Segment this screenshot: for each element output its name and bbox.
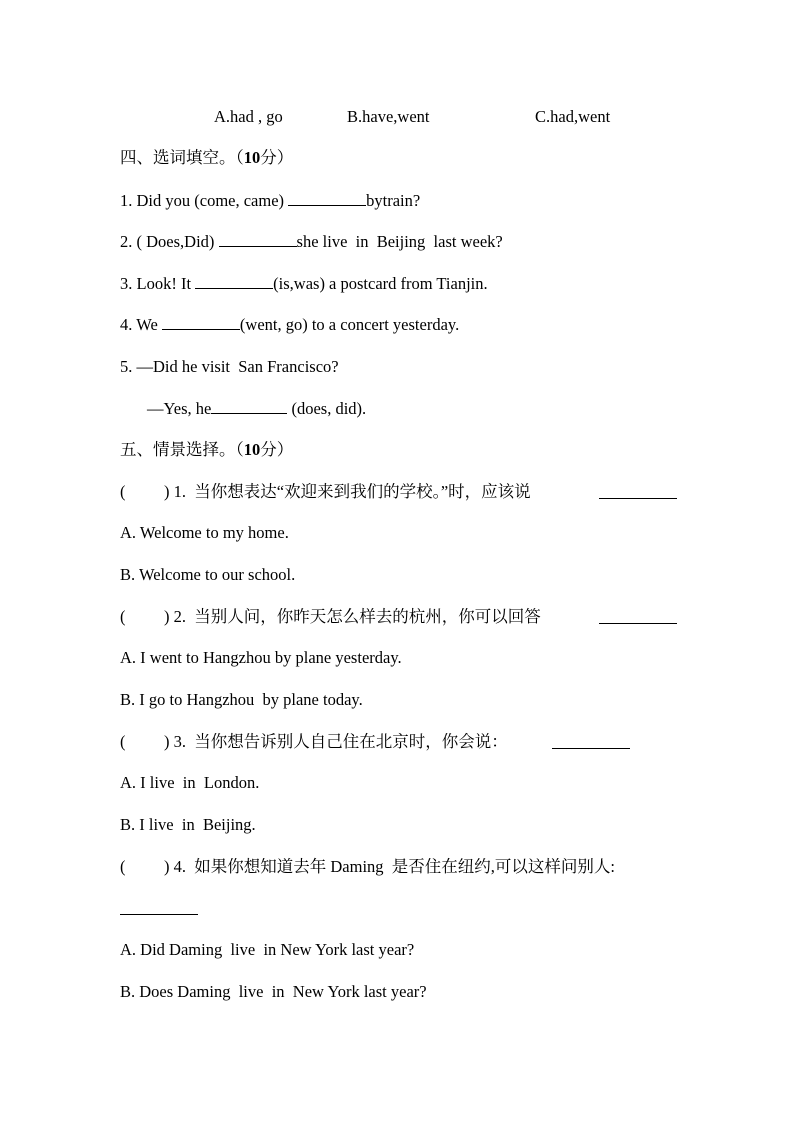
option-a: A. Welcome to my home.: [120, 523, 289, 542]
answer-blank[interactable]: [552, 734, 630, 749]
answer-blank[interactable]: [599, 609, 677, 624]
answer-blank[interactable]: [599, 484, 677, 499]
option-b: B.have,went: [347, 107, 430, 126]
answer-blank[interactable]: [288, 191, 366, 206]
answer-blank[interactable]: [120, 900, 198, 915]
section4-heading: 四、选词填空。（10分）: [120, 148, 294, 167]
fill-item-1: 1. Did you (come, came) bytrain?: [120, 191, 421, 210]
situation-question-2: ( ) 2. 当别人问，你昨天怎么样去的杭州，你可以回答: [120, 607, 680, 627]
fill-item-3: 3. Look! It (is,was) a postcard from Tianjin.: [120, 274, 488, 293]
option-b: B. I live in Beijing.: [120, 815, 256, 834]
answer-blank[interactable]: [162, 315, 240, 330]
fill-item-2: 2. ( Does,Did) she live in Beijing last week?: [120, 232, 503, 251]
option-c: C.had,went: [535, 107, 611, 126]
option-b: B. Welcome to our school.: [120, 565, 296, 584]
option-a: A. I live in London.: [120, 773, 260, 792]
situation-question-4: ( ) 4. 如果你想知道去年 Daming 是否住在纽约,可以这样问别人:: [120, 857, 615, 876]
section5-heading: 五、情景选择。（10分）: [120, 440, 294, 459]
situation-question-1: ( ) 1. 当你想表达“欢迎来到我们的学校。”时，应该说: [120, 482, 680, 502]
answer-blank[interactable]: [195, 274, 273, 289]
option-a: A. Did Daming live in New York last year?: [120, 940, 415, 959]
answer-blank[interactable]: [219, 232, 297, 247]
option-b: B. Does Daming live in New York last year?: [120, 982, 427, 1001]
fill-item-4: 4. We (went, go) to a concert yesterday.: [120, 315, 460, 334]
situation-question-3: ( ) 3. 当你想告诉别人自己住在北京时，你会说：: [120, 732, 640, 752]
option-a: A. I went to Hangzhou by plane yesterday.: [120, 648, 402, 667]
answer-line: [120, 900, 198, 920]
fill-item-5-answer: —Yes, he (does, did).: [147, 399, 367, 418]
option-b: B. I go to Hangzhou by plane today.: [120, 690, 363, 709]
option-a: A.had , go: [214, 107, 283, 126]
answer-blank[interactable]: [211, 399, 287, 414]
fill-item-5: 5. —Did he visit San Francisco?: [120, 357, 339, 376]
